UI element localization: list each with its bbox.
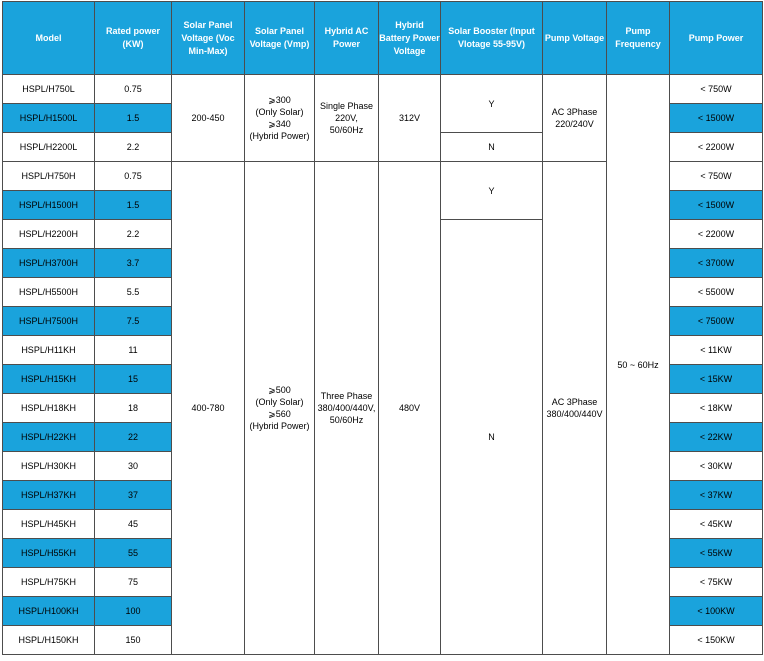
kw-cell: 7.5 [95, 307, 172, 336]
low-pump-voltage-cell [543, 75, 607, 162]
pump-power-cell: < 11KW [670, 336, 763, 365]
pump-power-cell: < 100KW [670, 597, 763, 626]
high-vmp-line: ⩾560 [268, 409, 291, 419]
high-ac-line: 50/60Hz [329, 415, 364, 425]
low-booster-y: Y [441, 75, 543, 133]
kw-cell: 0.75 [95, 162, 172, 191]
kw-cell: 0.75 [95, 75, 172, 104]
pump-power-cell: < 55KW [670, 539, 763, 568]
model-cell: HSPL/H2200H [3, 220, 95, 249]
kw-cell: 100 [95, 597, 172, 626]
high-pump-voltage-cell [543, 162, 607, 655]
model-cell: HSPL/H11KH [3, 336, 95, 365]
kw-cell: 3.7 [95, 249, 172, 278]
low-pump-voltage-line: 220/240V [555, 119, 594, 129]
low-pump-voltage-line: AC 3Phase [551, 107, 598, 117]
model-cell: HSPL/H37KH [3, 481, 95, 510]
model-cell: HSPL/H75KH [3, 568, 95, 597]
kw-cell: 11 [95, 336, 172, 365]
high-ac-line: 380/400/440V, [317, 403, 376, 413]
low-vmp-line: ⩾340 [268, 119, 291, 129]
high-voc-cell: 400-780 [172, 162, 245, 655]
kw-cell: 15 [95, 365, 172, 394]
pump-power-cell: < 30KW [670, 452, 763, 481]
low-battery-cell: 312V [379, 75, 441, 162]
pump-power-cell: < 750W [670, 75, 763, 104]
kw-cell: 1.5 [95, 191, 172, 220]
model-cell: HSPL/H750H [3, 162, 95, 191]
model-cell: HSPL/H150KH [3, 626, 95, 655]
low-vmp-cell [245, 75, 315, 162]
kw-cell: 18 [95, 394, 172, 423]
pump-power-cell: < 37KW [670, 481, 763, 510]
low-ac-line: 50/60Hz [329, 125, 364, 135]
table-row [3, 75, 763, 104]
kw-cell: 2.2 [95, 133, 172, 162]
model-cell: HSPL/H7500H [3, 307, 95, 336]
header-booster: Solar Booster (Input Vlotage 55-95V) [441, 2, 543, 75]
pump-power-cell: < 22KW [670, 423, 763, 452]
kw-cell: 45 [95, 510, 172, 539]
pump-power-cell: < 5500W [670, 278, 763, 307]
high-vmp-line: (Only Solar) [255, 397, 304, 407]
model-cell: HSPL/H55KH [3, 539, 95, 568]
low-ac-cell [315, 75, 379, 162]
pump-power-cell: < 750W [670, 162, 763, 191]
header-solar-voc: Solar Panel Voltage (Voc Min-Max) [172, 2, 245, 75]
header-pump-power: Pump Power [670, 2, 763, 75]
model-cell: HSPL/H3700H [3, 249, 95, 278]
low-voc-cell: 200-450 [172, 75, 245, 162]
model-cell: HSPL/H22KH [3, 423, 95, 452]
header-hybrid-ac: Hybrid AC Power [315, 2, 379, 75]
header-rated-power: Rated power (KW) [95, 2, 172, 75]
model-cell: HSPL/H1500L [3, 104, 95, 133]
kw-cell: 30 [95, 452, 172, 481]
header-battery: Hybrid Battery Power Voltage [379, 2, 441, 75]
kw-cell: 1.5 [95, 104, 172, 133]
pump-power-cell: < 75KW [670, 568, 763, 597]
model-cell: HSPL/H1500H [3, 191, 95, 220]
low-booster-n: N [441, 133, 543, 162]
model-cell: HSPL/H18KH [3, 394, 95, 423]
pump-power-cell: < 150KW [670, 626, 763, 655]
low-ac-line: Single Phase [319, 101, 374, 111]
kw-cell: 55 [95, 539, 172, 568]
model-cell: HSPL/H45KH [3, 510, 95, 539]
kw-cell: 37 [95, 481, 172, 510]
pump-frequency-cell: 50 ~ 60Hz [607, 75, 670, 655]
kw-cell: 75 [95, 568, 172, 597]
kw-cell: 5.5 [95, 278, 172, 307]
high-vmp-cell [245, 162, 315, 655]
kw-cell: 2.2 [95, 220, 172, 249]
pump-power-cell: < 3700W [670, 249, 763, 278]
model-cell: HSPL/H100KH [3, 597, 95, 626]
spec-table [2, 1, 763, 655]
pump-power-cell: < 45KW [670, 510, 763, 539]
kw-cell: 22 [95, 423, 172, 452]
pump-power-cell: < 7500W [670, 307, 763, 336]
pump-power-cell: < 15KW [670, 365, 763, 394]
low-vmp-line: (Only Solar) [255, 107, 304, 117]
high-battery-cell: 480V [379, 162, 441, 655]
high-ac-cell [315, 162, 379, 655]
model-cell: HSPL/H30KH [3, 452, 95, 481]
model-cell: HSPL/H2200L [3, 133, 95, 162]
pump-power-cell: < 1500W [670, 191, 763, 220]
pump-power-cell: < 18KW [670, 394, 763, 423]
model-cell: HSPL/H15KH [3, 365, 95, 394]
low-vmp-line: ⩾300 [268, 95, 291, 105]
high-vmp-line: ⩾500 [268, 385, 291, 395]
header-solar-vmp: Solar Panel Voltage (Vmp) [245, 2, 315, 75]
kw-cell: 150 [95, 626, 172, 655]
high-pump-voltage-line: AC 3Phase [551, 397, 598, 407]
model-cell: HSPL/H750L [3, 75, 95, 104]
header-pump-frequency: Pump Frequency [607, 2, 670, 75]
low-vmp-line: (Hybrid Power) [249, 131, 310, 141]
high-vmp-line: (Hybrid Power) [249, 421, 310, 431]
header-model: Model [3, 2, 95, 75]
header-row [3, 2, 763, 75]
pump-power-cell: < 2200W [670, 220, 763, 249]
high-ac-line: Three Phase [320, 391, 373, 401]
pump-power-cell: < 2200W [670, 133, 763, 162]
high-pump-voltage-line: 380/400/440V [546, 409, 603, 419]
pump-power-cell: < 1500W [670, 104, 763, 133]
low-ac-line: 220V, [335, 113, 358, 123]
header-pump-voltage: Pump Voltage [543, 2, 607, 75]
high-booster-n: N [441, 220, 543, 655]
model-cell: HSPL/H5500H [3, 278, 95, 307]
high-booster-y: Y [441, 162, 543, 220]
